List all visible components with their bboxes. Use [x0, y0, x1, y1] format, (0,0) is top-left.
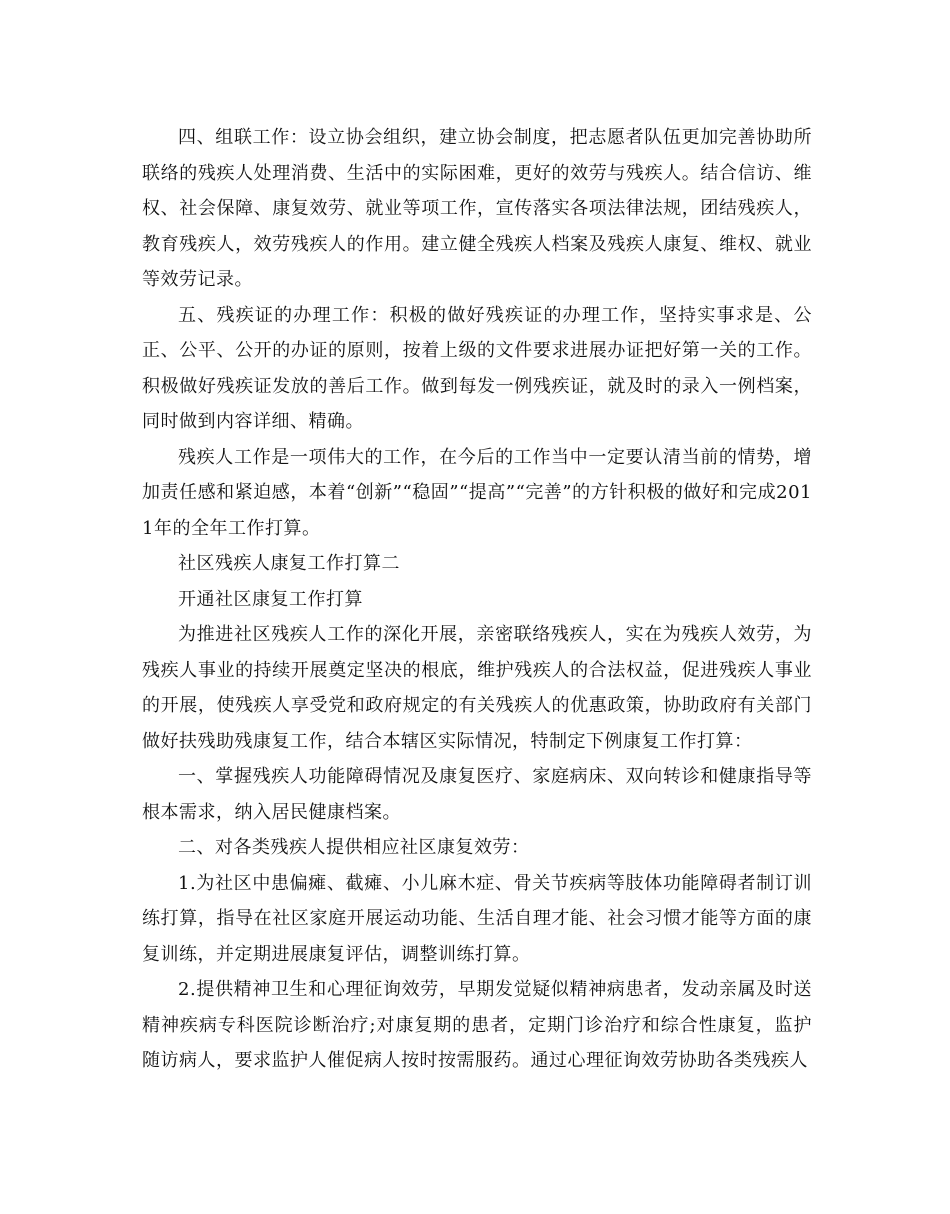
paragraph-summary: 残疾人工作是一项伟大的工作，在今后的工作当中一定要认清当前的情势，增加责任感和紧迫感，本着“创新”“稳固”“提高”“完善”的方针积极的做好和完成2011年的全年工作打算。	[142, 446, 812, 539]
paragraph-disability-certificate: 五、残疾证的办理工作：积极的做好残疾证的办理工作，坚持实事求是、公正、公平、公开的办证的原则，按着上级的文件要求进展办证把好第一关的工作。积极做好残疾证发放的善后工作。做到每发一例残疾证，就及时的录入一例档案，同时做到内容详细、精确。	[142, 304, 812, 432]
section-heading: 社区残疾人康复工作打算二	[178, 553, 400, 574]
section-subheading: 开通社区康复工作打算	[178, 588, 363, 610]
paragraph-subitem-1: 1.为社区中患偏瘫、截瘫、小儿麻木症、骨关节疾病等肢体功能障碍者制订训练打算，指导在社区家庭开展运动功能、生活自理才能、社会习惯才能等方面的康复训练，并定期进展康复评估，调整训练打算。	[142, 872, 812, 965]
paragraph-item-one: 一、掌握残疾人功能障碍情况及康复医疗、家庭病床、双向转诊和健康指导等根本需求，纳入居民健康档案。	[142, 766, 812, 823]
paragraph-item-two: 二、对各类残疾人提供相应社区康复效劳：	[178, 837, 530, 858]
document-body	[142, 120, 812, 1079]
paragraph-organization-work: 四、组联工作：设立协会组织，建立协会制度，把志愿者队伍更加完善协助所联络的残疾人处理消费、生活中的实际困难，更好的效劳与残疾人。结合信访、维权、社会保障、康复效劳、就业等项工作，宣传落实各项法律法规，团结残疾人，教育残疾人，效劳残疾人的作用。建立健全残疾人档案及残疾人康复、维权、就业等效劳记录。	[142, 127, 812, 290]
paragraph-subitem-2: 2.提供精神卫生和心理征询效劳，早期发觉疑似精神病患者，发动亲属及时送精神疾病专科医院诊断治疗;对康复期的患者，定期门诊治疗和综合性康复，监护随访病人，要求监护人催促病人按时按需服药。通过心理征询效劳协助各类残疾人	[142, 979, 812, 1071]
paragraph-intro: 为推进社区残疾人工作的深化开展，亲密联络残疾人，实在为残疾人效劳，为残疾人事业的持续开展奠定坚决的根底，维护残疾人的合法权益，促进残疾人事业的开展，使残疾人享受党和政府规定的有关残疾人的优惠政策，协助政府有关部门做好扶残助残康复工作，结合本辖区实际情况，特制定下例康复工作打算：	[142, 624, 812, 752]
